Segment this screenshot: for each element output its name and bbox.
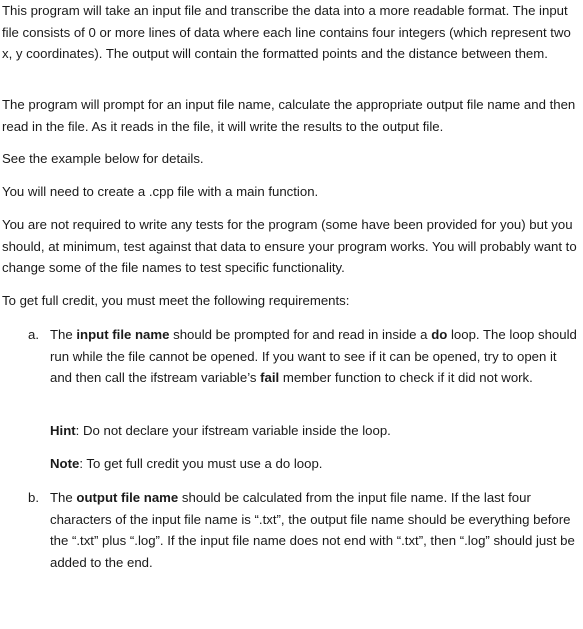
item-a-bold-input-file-name: input file name bbox=[76, 327, 170, 342]
list-marker-a: a. bbox=[28, 327, 39, 342]
prompt-paragraph: The program will prompt for an input file name, calculate the appropriate output file name and then read in the file. As it reads in the file, it will write the results to the output file. bbox=[2, 97, 576, 134]
note-label: Note bbox=[50, 456, 80, 471]
hint-line bbox=[50, 420, 580, 442]
note-line bbox=[50, 453, 580, 475]
hint-label: Hint bbox=[50, 423, 76, 438]
item-a-bold-fail: fail bbox=[260, 370, 280, 386]
credit-paragraph: To get full credit, you must meet the following requirements: bbox=[2, 293, 350, 308]
item-a-text-2: should be prompted for and read in inside a bbox=[169, 327, 432, 342]
item-b-text-2: should be calculated from the input file name. If the last four characters of the input file name is “.txt”, the output file name should be everything before the “.txt” plus “.log”. If the input file name does not end with “.txt”, then “.log” should just be added to the end. bbox=[50, 490, 575, 570]
tests-paragraph: You are not required to write any tests for the program (some have been provided for you) but you should, at minimum, test against that data to ensure your program works. You will probably want to change some of the file names to test specific functionality. bbox=[2, 217, 577, 276]
requirement-a-text bbox=[50, 324, 580, 389]
hint-text: : Do not declare your ifstream variable inside the loop. bbox=[75, 423, 391, 438]
item-a-bold-do: do bbox=[431, 327, 448, 342]
item-b-bold-output-file-name: output file name bbox=[76, 490, 179, 505]
cpp-paragraph: You will need to create a .cpp file with a main function. bbox=[2, 184, 319, 199]
item-a-text-1: The bbox=[50, 327, 77, 342]
intro-paragraph: This program will take an input file and transcribe the data into a more readable format. The input file consists of 0 or more lines of data where each line contains four integers (which represent two x, y coordinates). The output will contain the formatted points and the distance between them. bbox=[2, 3, 571, 62]
item-a-text-3: loop. The loop should run while the file cannot be opened. If you want to see if it can be opened, try to open it and then call the ifstream variable’s bbox=[50, 327, 577, 386]
item-a-text-4: member function to check if it did not work. bbox=[279, 370, 533, 386]
list-marker-b: b. bbox=[28, 490, 39, 505]
example-paragraph: See the example below for details. bbox=[2, 151, 204, 166]
requirement-b-text bbox=[50, 487, 580, 573]
item-b-text-1: The bbox=[50, 490, 77, 505]
note-text: : To get full credit you must use a do loop. bbox=[79, 456, 323, 471]
